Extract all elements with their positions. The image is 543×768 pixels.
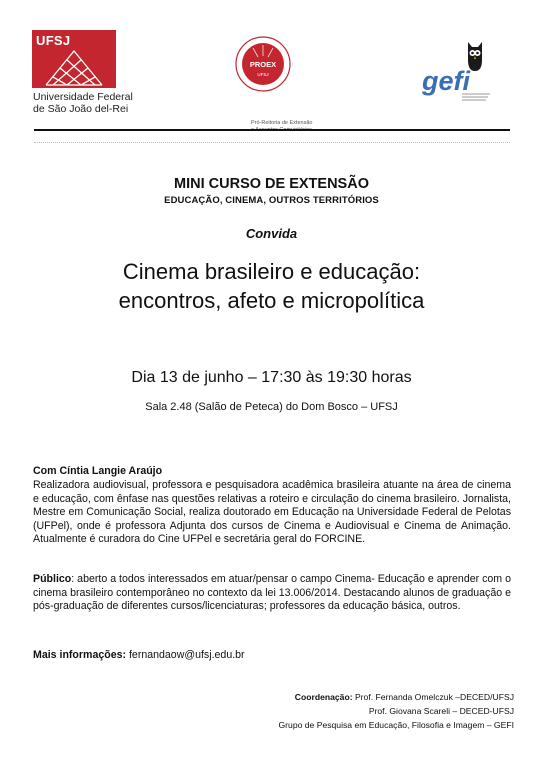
event-date: Dia 13 de junho – 17:30 às 19:30 horas xyxy=(131,369,412,386)
ufsj-name-line1: Universidade Federal xyxy=(33,91,133,103)
dotted-separator xyxy=(34,142,510,143)
coordination-line1 xyxy=(295,692,514,702)
audience-label: Público xyxy=(33,573,72,585)
event-place: Sala 2.48 (Salão de Peteca) do Dom Bosco – UFSJ xyxy=(145,401,398,413)
coordination-line2: Prof. Giovana Scareli – DECED-UFSJ xyxy=(368,706,514,716)
gefi-logo xyxy=(416,38,496,108)
ufsj-logo xyxy=(32,30,133,118)
speaker-bio: Realizadora audiovisual, professora e pesquisadora acadêmica brasileira atuante na área de cinema e educação, com ênfase nas questões relativas a roteiro e circulação do cinema brasileiro. Jornalista, Mestre em Comunicação Social, realiza doutorado em Educação na Universidade Federal de Pelotas (UFPel), onde é professora Adjunta dos cursos de Cinema e Audiovisual e Cinema de Animação. Atualmente é curadora do Cine UFPel e secretária geral do FORCINE. xyxy=(33,479,511,545)
ufsj-acronym: UFSJ xyxy=(36,33,71,48)
info-line xyxy=(33,649,245,661)
header-separator xyxy=(34,129,510,131)
coordination-label: Coordenação: xyxy=(294,692,353,702)
proex-emblem-icon xyxy=(230,36,320,118)
ufsj-name-line2: de São João del-Rei xyxy=(33,103,129,115)
event-title-line2: encontros, afeto e micropolítica xyxy=(118,288,425,313)
proex-sub: UFSJ xyxy=(257,72,269,77)
ufsj-triangle-icon xyxy=(44,45,104,87)
proex-acronym: PROEX xyxy=(249,60,277,69)
speaker-heading: Com Cíntia Langie Araújo xyxy=(33,465,163,477)
gefi-wordmark: gefi xyxy=(422,66,471,96)
owl-icon xyxy=(416,38,496,108)
info-email: fernandaow@ufsj.edu.br xyxy=(128,649,245,661)
ufsj-logo-box xyxy=(32,30,116,88)
proex-name-line1: Pró-Reitoria de Extensão xyxy=(251,120,313,126)
proex-logo xyxy=(230,36,320,126)
course-title: MINI CURSO DE EXTENSÃO xyxy=(174,176,369,192)
invite-text: Convida xyxy=(245,226,298,241)
coordination-line3: Grupo de Pesquisa em Educação, Filosofia e Imagem – GEFI xyxy=(278,720,514,730)
info-label: Mais informações: xyxy=(33,649,127,661)
audience-text: : aberto a todos interessados em atuar/pensar o campo Cinema- Educação e aprender com o cinema brasileiro contemporâneo no contexto da lei 13.006/2014. Destacando alunos de graduação e pós-graduação de diferentes cursos/licenciaturas; professores da educação básica, outros. xyxy=(33,573,511,612)
audience-paragraph xyxy=(33,573,511,614)
coordination-name1: Prof. Fernanda Omelczuk –DECED/UFSJ xyxy=(354,692,514,702)
event-title-line1: Cinema brasileiro e educação: xyxy=(122,259,421,284)
course-subtitle: EDUCAÇÃO, CINEMA, OUTROS TERRITÓRIOS xyxy=(164,195,379,206)
